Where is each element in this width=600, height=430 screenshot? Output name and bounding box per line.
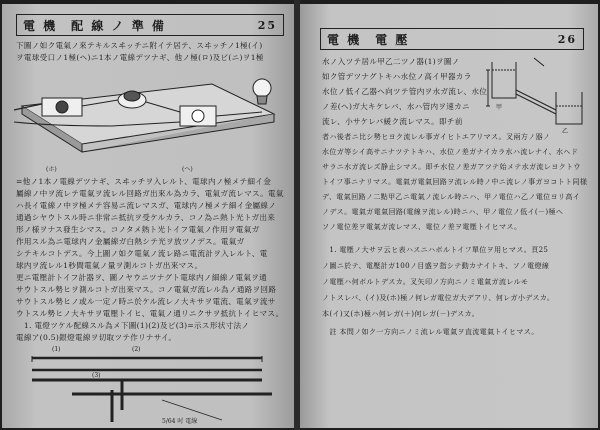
figure-label-he: (ヘ) bbox=[182, 166, 193, 173]
right-body-line-11: ノデス。電氣ガ電氣回路(電線ヲ流レル)時ニハ、甲ノ電位ノ低イ(－)極ヘ bbox=[322, 207, 564, 216]
left-body-line-10: サウトスル勢ヒヲ測ルコトガ出來マス。コノ電氣ガ流レル為ノ通路ヲ回路 bbox=[16, 285, 277, 294]
wire-shapes-figure bbox=[12, 350, 284, 428]
left-page-header bbox=[16, 14, 284, 36]
right-body-line-8: サラニ水ガ流レズ静止シマス。即チ水位ノ差ガアツテ始メテ水ガ流レヨクトウ bbox=[322, 162, 581, 171]
right-page-number: 26 bbox=[557, 32, 577, 46]
right-body-line-3: 水位ノ低イ乙器ヘ向ツテ管内ヲ水ガ流レ、水位 bbox=[322, 87, 488, 96]
right-body-line-12: ソノ電位差ヲ電氣ガ流レマス、電位ノ差ヲ電壓トイヒマス。 bbox=[322, 222, 522, 231]
left-page-title: 電 機 配 線 ノ 準 備 bbox=[23, 18, 166, 33]
left-intro-line-2: ヲ電球受口ノ1極(ヘ)ニ1本ノ電線デツナギ、他ノ極(ロ)及ビ(ニ)ヲ1極 bbox=[16, 53, 264, 62]
left-body-line-12: ウトスル勢ヒノ大キサヲ電壓トイヒ、電氣ノ通リニクサヲ抵抗トイヒマス。 bbox=[16, 309, 284, 318]
right-body-line-5: 流レ、小サケレバ緩ク流レマス。即チ前 bbox=[322, 117, 463, 126]
lower-figure-label-2: (2) bbox=[132, 346, 141, 353]
left-body-line-11: サウトスル勢ヒノ或ル一定ノ時ニ於ケル流レノ大キサヲ電流、電氣ヲ流サ bbox=[16, 297, 276, 306]
lower-figure-note: 5/64 吋 電線 bbox=[162, 418, 198, 425]
right-page-header bbox=[320, 28, 584, 50]
right-page-title: 電 機 電 壓 bbox=[327, 32, 410, 47]
right-body-line-9: トイフ事ニナリマス。電氣ガ電氣回路ヲ流レル時ノ中ニ流レノ事ガヨコトト同様 bbox=[322, 177, 588, 186]
right-exercise-line-2: ノ圖ニ於テ、電壓計ガ100ノ目盛ヲ指シテ動カナイトキ、ソノ電燈線 bbox=[322, 261, 550, 270]
right-body-line-4: ノ差(へ)ガ大キケレバ、水ハ管内ヲ速カニ bbox=[322, 102, 470, 111]
lower-figure-label-3: (3) bbox=[92, 372, 101, 379]
left-body-line-3: ハ長イ電線ノ中ヲ極メテ容易ニ流レマスガ、電球内ノ極メテ細イ金屬線ノ bbox=[16, 201, 277, 210]
right-exercise-line-4: ノトスレバ、(イ)及(ホ)極ノ何レガ電位ガ大デアリ、何レガ小デスカ。 bbox=[322, 293, 555, 302]
right-note-line: 註 本問ノ如ク一方向ニノミ流レル電氣ヲ直流電氣トイヒマス。 bbox=[322, 327, 539, 336]
left-body-line-1: =他ノ1本ノ電線デツナギ、スヰッチヲ入レルト、電球内ノ極メテ細イ金 bbox=[16, 177, 272, 186]
left-page-number: 25 bbox=[257, 18, 277, 32]
right-exercise-line-5: 本(イ)又(ホ)極ハ何レガ(＋)何レガ(－)デスカ。 bbox=[322, 309, 480, 318]
right-exercise-line-3: ノ電壓ハ何ボルトデスカ。叉矢印ノ方向ニノミ電氣ガ流レルモ bbox=[322, 277, 529, 286]
vessel-label-ko: 甲 bbox=[496, 104, 503, 111]
right-exercise-line-1: 1. 電壓ノ大サヲ云ヒ表ハスニハボルトイフ單位ヲ用ヒマス。頁25 bbox=[322, 245, 549, 254]
left-page bbox=[2, 4, 294, 428]
left-body-line-7: シテキルコトデス。今上圖ノ如ク電氣ノ流レ路ニ電流計ヲ入レルト、電 bbox=[16, 249, 268, 258]
vessel-label-otsu: 乙 bbox=[562, 128, 569, 135]
figure-label-ho: (ホ) bbox=[46, 166, 57, 173]
left-body-line-2: 屬線ノ中ヲ流レテ電氣ヲ流レル回路ガ出來ル為カラ、電氣ガ流レマス。電氣 bbox=[16, 189, 284, 198]
left-intro-line-1: 下圖ノ如ク電氣ノ來テキルスヰッチニ附イテ居テ、スヰッチノ1極(イ) bbox=[16, 41, 263, 50]
left-body-line-8: 球内ヲ流レル1秒間電氣ノ量ヲ測ルコトガ出來マス。 bbox=[16, 261, 203, 270]
left-body-line-5: 形ノ様ヲナス發生シマス。コノタメ熱ト光トイフ電氣ノ作用ヲ電氣ガ bbox=[16, 225, 260, 234]
right-body-line-2: 如ク管デツナグトキハ水位ノ高イ甲器カラ bbox=[322, 72, 472, 81]
left-body-line-14: 電線ア(0.5)銀燈電線ヲ切取ツテ作リナサイ。 bbox=[16, 333, 177, 342]
water-vessels-figure bbox=[486, 52, 590, 132]
right-page bbox=[300, 4, 598, 428]
left-body-line-4: 通過シヤウトスル時ニ非常ニ抵抗ヲ受ケルカラ、コノ為ニ熱ト光トガ出来 bbox=[16, 213, 276, 222]
lower-figure-label-1: (1) bbox=[52, 346, 61, 353]
right-body-line-10: デ、電氣回路ノ二點甲乙ニ電氣ノ流レル時ニハ、甲ノ電位ハ乙ノ電位ヨリ高イ bbox=[322, 192, 581, 201]
left-body-line-9: 更ニ電壓計トイフ計器ヲ、圖ノヤウニツナグト電球内ノ細線ノ電氣ヲ通 bbox=[16, 273, 268, 282]
right-body-line-1: 水ノ入ツテ居ル甲乙二ツノ器(1)ヲ圖ノ bbox=[322, 57, 460, 66]
left-body-line-13: 1. 電燈ツケル配線スル為メ下圖(1)(2)及ビ(3)=示ス形状寸法ノ bbox=[16, 321, 250, 330]
left-body-line-6: 作用スル為ニ電球内ノ金屬線ガ白熱シテ光ヲ放ツノデス。電氣ガ bbox=[16, 237, 245, 246]
right-body-line-6: 者ハ後者ニ比シ勢ヒヨク流レル事ガイヒトエアリマス。叉兩方ノ器ノ bbox=[322, 132, 551, 141]
wiring-board-figure bbox=[12, 66, 284, 166]
right-body-line-7: 水位ガ等シイ高サニナツテトキハ、水位ノ差ガナイカラ水ハ流レナイ、水ヘド bbox=[322, 147, 579, 156]
